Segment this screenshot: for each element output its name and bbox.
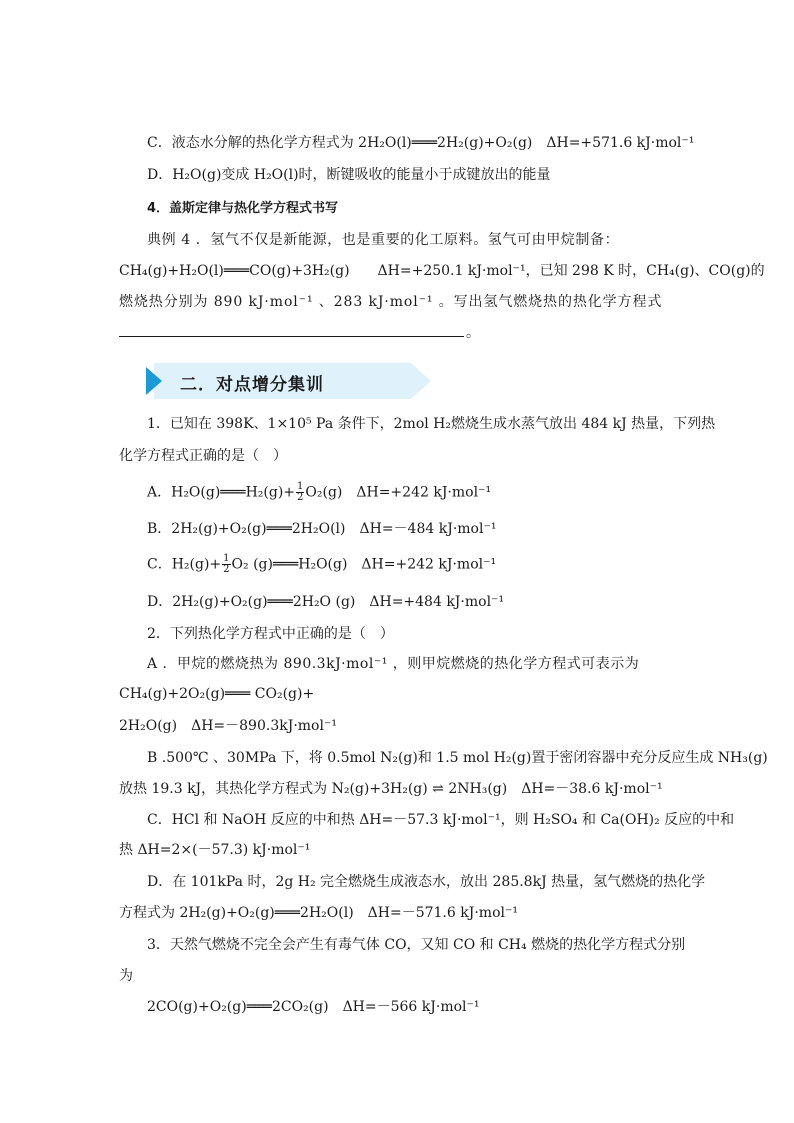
example-4-line2: CH₄(g)+H₂O(l)═══CO(g)+3H₂(g) ΔH=+250.1 kJ·mol⁻¹，已知 298 K 时，CH₄(g)、CO(g)的	[119, 263, 765, 279]
q2-option-c-line1[interactable]: C．HCl 和 NaOH 反应的中和热 ΔH=－57.3 kJ·mol⁻¹，则 H₂SO₄ 和 Ca(OH)₂ 反应的中和	[147, 812, 735, 828]
answer-blank-line	[119, 322, 480, 343]
q2-option-d-line1[interactable]: D．在 101kPa 时，2g H₂ 完全燃烧生成液态水，放出 285.8kJ 热量，氢气燃烧的热化学	[147, 874, 706, 890]
q2-stem: 2．下列热化学方程式中正确的是（ ）	[147, 626, 394, 642]
fraction-half: $\frac{1}{2}$	[297, 481, 304, 503]
q2-option-a-line3: 2H₂O(g) ΔH=－890.3kJ·mol⁻¹	[119, 718, 337, 734]
q3-stem-line2: 为	[119, 968, 133, 984]
example-4-line3: 燃烧热分别为 890 kJ·mol⁻¹ 、283 kJ·mol⁻¹ 。写出氢气燃烧热的热化学方程式	[119, 294, 663, 310]
section-banner	[146, 363, 431, 399]
q2-option-a-line1[interactable]: A ．甲烷的燃烧热为 890.3kJ·mol⁻¹ ，则甲烷燃烧的热化学方程式可表示为	[147, 656, 640, 672]
q1-option-a-pre: A．H₂O(g)═══H₂(g)+	[147, 484, 296, 501]
option-c-line: C．液态水分解的热化学方程式为 2H₂O(l)═══2H₂(g)+O₂(g) ΔH=+571.6 kJ·mol⁻¹	[147, 135, 695, 151]
q1-option-c-post: O₂ (g)═══H₂O(g) ΔH=+242 kJ·mol⁻¹	[231, 556, 497, 573]
period: 。	[466, 325, 480, 341]
q1-stem-line1: 1．已知在 398K、1×10⁵ Pa 条件下，2mol H₂燃烧生成水蒸气放出 484 kJ 热量，下列热	[147, 416, 716, 432]
q1-option-a-post: O₂(g) ΔH=+242 kJ·mol⁻¹	[305, 484, 492, 501]
q3-stem-line1: 3．天然气燃烧不完全会产生有毒气体 CO，又知 CO 和 CH₄ 燃烧的热化学方程式分别	[147, 937, 686, 953]
q2-option-b-line1[interactable]: B .500℃ 、30MPa 下，将 0.5mol N₂(g)和 1.5 mol H₂(g)置于密闭容器中充分反应生成 NH₃(g)	[147, 750, 768, 766]
example-4-line1: 典例 4 ．氢气不仅是新能源，也是重要的化工原料。氢气可由甲烷制备：	[147, 232, 620, 248]
q2-option-a-line2: CH₄(g)+2O₂(g)═══ CO₂(g)+	[119, 686, 315, 702]
q1-option-a[interactable]	[147, 482, 491, 503]
fraction-half: $\frac{1}{2}$	[223, 553, 230, 575]
q1-option-b[interactable]: B．2H₂(g)+O₂(g)═══2H₂O(l) ΔH=－484 kJ·mol⁻¹	[147, 521, 497, 537]
option-d-line: D．H₂O(g)变成 H₂O(l)时，断键吸收的能量小于成键放出的能量	[147, 167, 551, 183]
q2-option-d-line2: 方程式为 2H₂(g)+O₂(g)═══2H₂O(l) ΔH=－571.6 kJ·mol⁻¹	[119, 905, 518, 921]
q1-option-c[interactable]	[147, 554, 496, 575]
q1-option-c-pre: C．H₂(g)+	[147, 556, 222, 573]
q3-equation: 2CO(g)+O₂(g)═══2CO₂(g) ΔH=－566 kJ·mol⁻¹	[147, 999, 480, 1015]
answer-blank[interactable]	[119, 322, 464, 337]
q2-option-b-line2: 放热 19.3 kJ，其热化学方程式为 N₂(g)+3H₂(g) ⇌ 2NH₃(g) ΔH=－38.6 kJ·mol⁻¹	[119, 781, 663, 797]
section-heading-4: 4．盖斯定律与热化学方程式书写	[147, 201, 339, 216]
q2-option-c-line2: 热 ΔH=2×(－57.3) kJ·mol⁻¹	[119, 842, 311, 858]
q1-stem-line2: 化学方程式正确的是（ ）	[119, 448, 287, 464]
banner-title: 二．对点增分集训	[180, 375, 324, 395]
q1-option-d[interactable]: D．2H₂(g)+O₂(g)═══2H₂O (g) ΔH=+484 kJ·mol⁻¹	[147, 594, 505, 610]
